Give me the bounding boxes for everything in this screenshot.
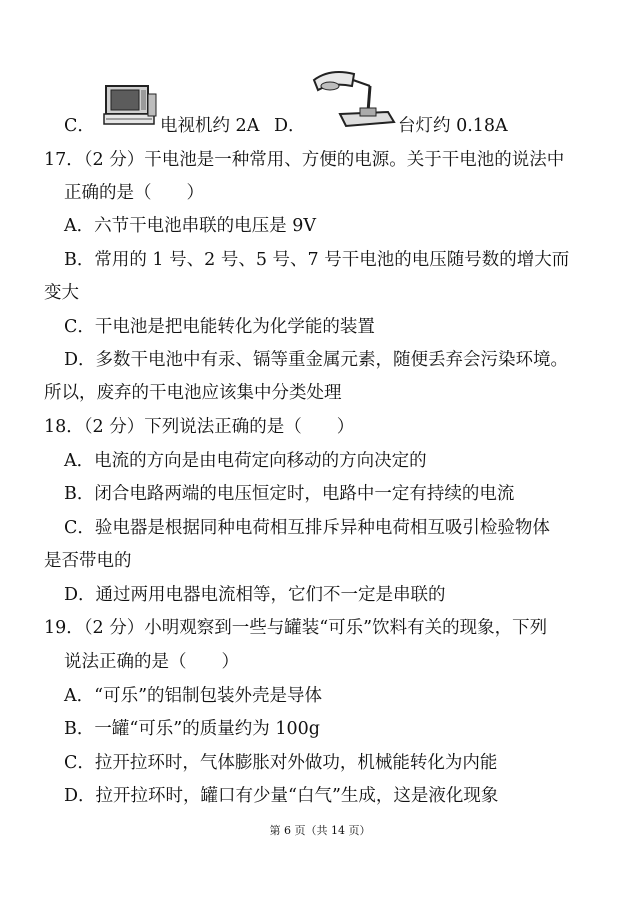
q17-option-a: A．六节干电池串联的电压是 9V: [64, 216, 316, 236]
option-c-text: 电视机约 2A: [160, 116, 260, 136]
q17-option-b: B．常用的 1 号、2 号、5 号、7 号干电池的电压随号数的增大而: [64, 250, 570, 270]
desk-lamp-icon: [310, 66, 396, 134]
option-d-label: D．: [274, 116, 306, 136]
q19-stem-line-1: 19．（2 分）小明观察到一些与罐装“可乐”饮料有关的现象，下列: [44, 618, 548, 638]
q19-stem-line-2: 说法正确的是（ ）: [64, 652, 239, 672]
q17-option-c: C．干电池是把电能转化为化学能的装置: [64, 317, 375, 337]
q18-option-c: C．验电器是根据同种电荷相互排斥异种电荷相互吸引检验物体: [64, 518, 550, 538]
q17-option-d-cont: 所以，废弃的干电池应该集中分类处理: [44, 383, 342, 403]
option-c-label: C．: [64, 116, 95, 136]
q19-option-c: C．拉开拉环时，气体膨胀对外做功，机械能转化为内能: [64, 753, 498, 773]
tv-icon: [102, 82, 158, 132]
q18-option-b: B．闭合电路两端的电压恒定时，电路中一定有持续的电流: [64, 484, 515, 504]
q17-option-b-cont: 变大: [44, 283, 79, 303]
q19-option-a: A．“可乐”的铝制包装外壳是导体: [64, 686, 323, 706]
q18-option-d: D．通过两用电器电流相等，它们不一定是串联的: [64, 585, 446, 605]
q17-option-d: D．多数干电池中有汞、镉等重金属元素，随便丢弃会污染环境。: [64, 350, 569, 370]
option-d-text: 台灯约 0.18A: [398, 116, 508, 136]
q17-stem-line-1: 17．（2 分）干电池是一种常用、方便的电源。关于干电池的说法中: [44, 150, 565, 170]
q18-stem: 18．（2 分）下列说法正确的是（ ）: [44, 417, 355, 437]
q18-option-a: A．电流的方向是由电荷定向移动的方向决定的: [64, 451, 427, 471]
q19-option-d: D．拉开拉环时，罐口有少量“白气”生成，这是液化现象: [64, 786, 499, 806]
q17-stem-line-2: 正确的是（ ）: [64, 183, 204, 203]
q19-option-b: B．一罐“可乐”的质量约为 100g: [64, 719, 320, 739]
page-footer: 第 6 页（共 14 页）: [269, 824, 371, 837]
q18-option-c-cont: 是否带电的: [44, 551, 132, 571]
option-row-cd: [64, 70, 584, 140]
